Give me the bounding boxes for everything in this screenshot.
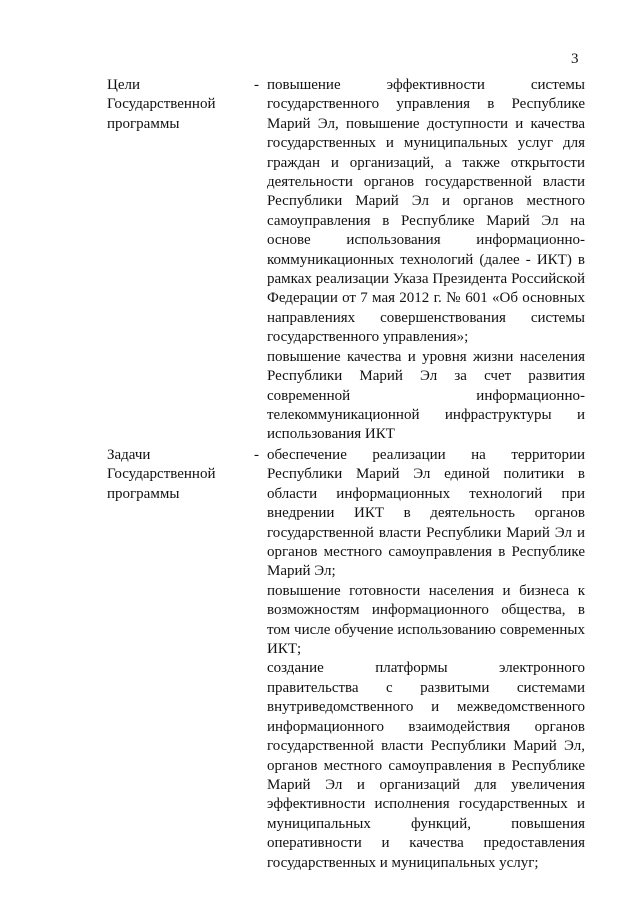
goals-paragraph-2: повышение качества и уровня жизни населения Республики Марий Эл за счет развития современной информационно-телекоммуникационной инфраструктуры и использования ИКТ (267, 348, 585, 443)
tasks-paragraph-3: создание платформы электронного правительства с развитыми системами внутриведомственного и межведомственного информационного взаимодействия органов государственной власти Республики Марий Эл, органов местного самоуправления в Республике Марий Эл и организаций для увеличения эффективности исполнения государственных и муниципальных функций, повышения оперативности и качества предоставления государственных и муниципальных услуг; (267, 660, 585, 871)
goals-label-line3: программы (107, 115, 180, 132)
tasks-label-line1: Задачи (107, 447, 151, 463)
goals-content (267, 76, 585, 445)
goals-label-line2: Государственной (107, 96, 216, 113)
goals-label-line1: Цели (107, 77, 141, 93)
tasks-paragraph-1: обеспечение реализации на территории Республики Марий Эл единой политики в области информационных технологий при внедрении ИКТ в деятельность органов государственной власти Республики Марий Эл и органов местного самоуправления в Республике Марий Эл; (267, 447, 585, 580)
goals-dash: - (254, 77, 259, 93)
tasks-label-line2: Государственной (107, 466, 216, 483)
goals-label (107, 76, 247, 134)
tasks-paragraph-2: повышение готовности населения и бизнеса к возможностям информационного общества, в том числе обучение использованию современных ИКТ; (267, 582, 585, 658)
page-number: 3 (571, 51, 579, 67)
goals-paragraph-1: повышение эффективности системы государственного управления в Республике Марий Эл, повышение доступности и качества государственных и муниципальных услуг для граждан и организаций, а также открытости деятельности органов государственной власти Республики Марий Эл и органов местного самоуправления в Республике Марий Эл на основе использования информационно-коммуникационных технологий (далее - ИКТ) в рамках реализации Указа Президента Российской Федерации от 7 мая 2012 г. № 601 «Об основных направлениях совершенствования системы государственного управления»; (267, 77, 585, 346)
tasks-label (107, 446, 247, 504)
tasks-label-line3: программы (107, 485, 180, 502)
tasks-content (267, 446, 585, 873)
tasks-dash: - (254, 447, 259, 463)
